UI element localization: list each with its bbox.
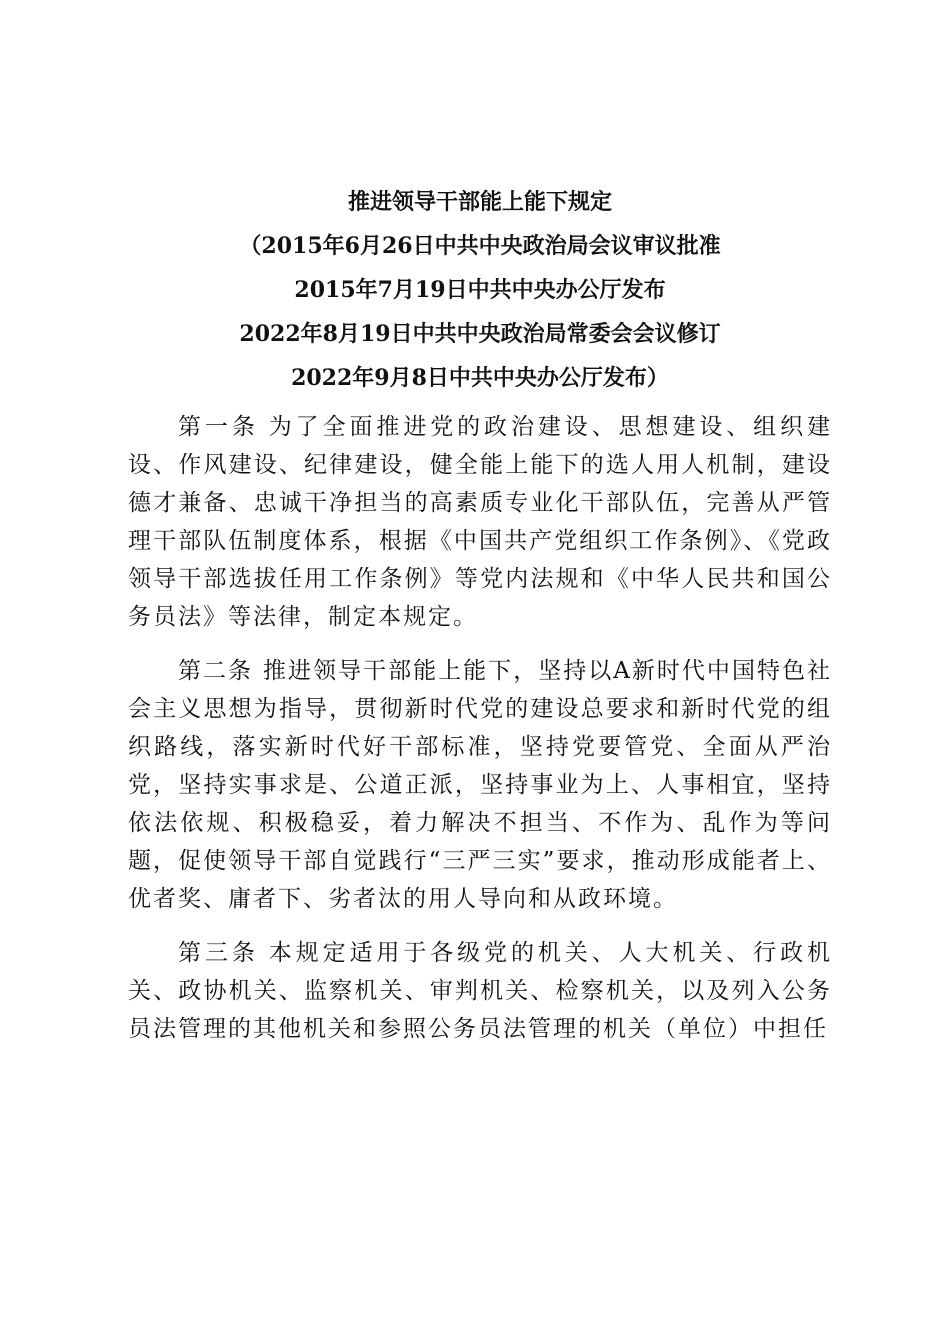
approval-note-line-4: 2022年9月8日中共中央办公厅发布） [291, 365, 669, 391]
article-label: 第二条 [178, 658, 254, 684]
article-text: 本规定适用于各级党的机关、人大机关、行政机关、政协机关、监察机关、审判机关、检察机关，以及列入公务员法管理的其他机关和参照公务员法管理的机关（单位）中担任 [128, 940, 833, 1042]
article-label: 第一条 [178, 414, 259, 440]
approval-note-line-1: （2015年6月26日中共中央政治局会议审议批准 [239, 233, 721, 259]
article-3 [128, 934, 832, 1048]
article-text: 为了全面推进党的政治建设、思想建设、组织建设、作风建设、纪律建设，健全能上能下的选人用人机制，建设德才兼备、忠诚干净担当的高素质专业化干部队伍，完善从严管理干部队伍制度体系，根据《中国共产党组织工作条例》、《党政领导干部选拔任用工作条例》等党内法规和《中华人民共和国公务员法》等法律，制定本规定。 [128, 414, 833, 630]
article-list [128, 408, 832, 1064]
approval-note-line-2: 2015年7月19日中共中央办公厅发布 [294, 277, 666, 303]
article-text: 推进领导干部能上能下，坚持以A新时代中国特色社会主义思想为指导，贯彻新时代党的建设总要求和新时代党的组织路线，落实新时代好干部标准，坚持党要管党、全面从严治党，坚持实事求是、公道正派，坚持事业为上、人事相宜，坚持依法依规、积极稳妥，着力解决不担当、不作为、乱作为等问题，促使领导干部自觉践行“三严三实”要求，推动形成能者上、优者奖、庸者下、劣者汰的用人导向和从政环境。 [128, 658, 832, 912]
approval-note-line-3: 2022年8月19日中共中央政治局常委会会议修订 [239, 321, 721, 347]
article-1 [128, 408, 832, 636]
document-title: 推进领导干部能上能下规定 [347, 189, 612, 215]
article-2 [128, 652, 832, 918]
document-header [128, 180, 832, 400]
article-label: 第三条 [178, 940, 259, 966]
